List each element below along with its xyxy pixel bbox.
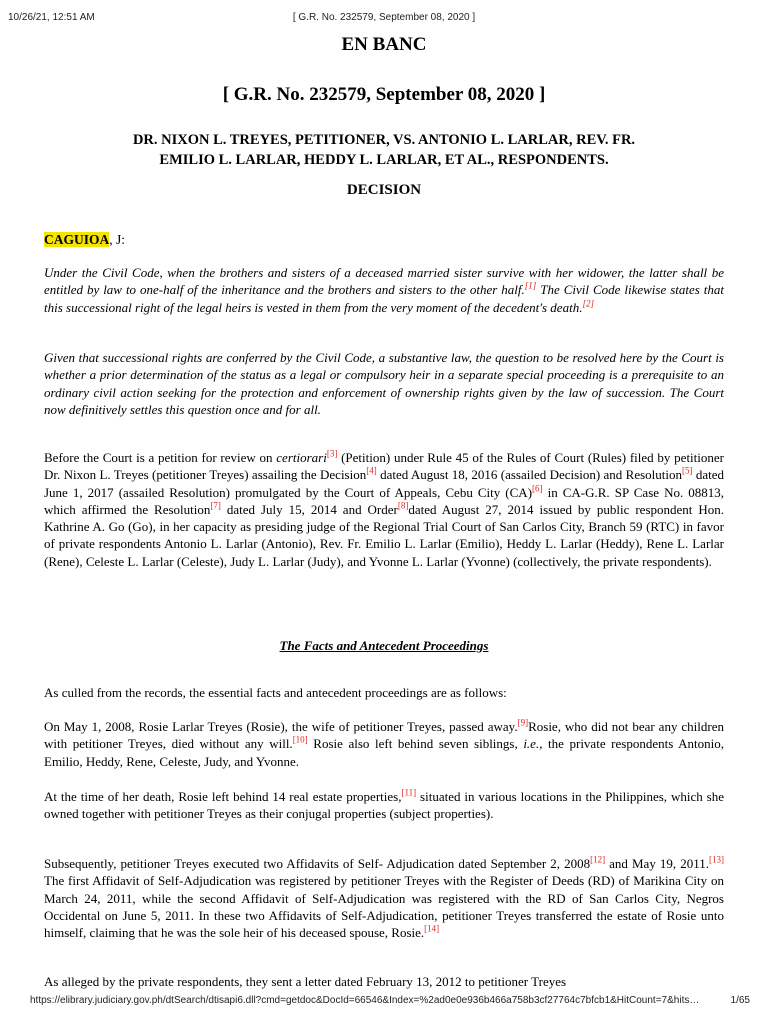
text-run-italic: i.e. xyxy=(523,736,540,752)
ponente-suffix: , J: xyxy=(109,232,126,247)
text-run: Rosie, who did not bear any children with petitioner Treyes, died without any will. xyxy=(44,719,724,752)
paragraph-properties xyxy=(44,788,724,823)
text-run: Under the Civil Code, when the brothers and sisters of a deceased married sister survive with her widower, the latter shall be entitled by law to one-half of the inheritance and the brothers and sisters to the other half. xyxy=(44,265,724,298)
text-run: (Petition) under Rule 45 of the Rules of Court (Rules) filed by petitioner Dr. Nixon L. Treyes (petitioner Treyes) assailing the Decision xyxy=(44,450,724,483)
footnote-link-8[interactable]: [8] xyxy=(397,500,409,511)
text-run: On May 1, 2008, Rosie Larlar Treyes (Rosie), the wife of petitioner Treyes, passed away. xyxy=(44,719,518,734)
court-division: EN BANC xyxy=(341,34,427,55)
footnote-link-5[interactable]: [5] xyxy=(681,465,693,476)
footnote-link-7[interactable]: [7] xyxy=(210,500,221,511)
print-header xyxy=(0,12,768,26)
case-number: [ G.R. No. 232579, September 08, 2020 ] xyxy=(222,84,546,105)
text-run: At the time of her death, Rosie left behind 14 real estate properties, xyxy=(44,789,402,804)
page-counter: 1/65 xyxy=(730,995,750,1006)
text-run: dated June 1, 2017 (assailed Resolution) promulgated by the Court of Appeals, Cebu City (CA) xyxy=(44,467,724,500)
footnote-link-10[interactable]: [10] xyxy=(292,734,308,745)
print-url: https://elibrary.judiciary.gov.ph/dtSearch/dtisapi6.dll?cmd=getdoc&DocId=66546&Index=%2ad0e0e936b466a758b3cf27764c7bfcb1&HitCount=7&hits… xyxy=(30,995,700,1006)
footnote-link-4[interactable]: [4] xyxy=(366,465,377,476)
text-run: dated July 15, 2014 and Order xyxy=(220,501,398,517)
footnote-link-9[interactable]: [9] xyxy=(517,717,529,728)
text-run: dated August 18, 2016 (assailed Decision) and Resolution xyxy=(376,467,682,483)
text-run: Subsequently, petitioner Treyes executed two Affidavits of Self- Adjudication dated September 2, 2008 xyxy=(44,856,591,871)
text-run: , the private respondents Antonio, Emilio, Heddy, Rene, Celeste, Judy, and Yvonne. xyxy=(44,736,724,769)
footnote-link-3[interactable]: [3] xyxy=(326,448,338,459)
paragraph-death xyxy=(44,718,724,770)
text-run: The first Affidavit of Self-Adjudication was registered by petitioner Treyes with the Register of Deeds (RD) of Marikina City on March 24, 2011, while the second Affidavit of Self-Adjudication was registered with the RD of San Carlos City, Negros Occidental on June 5, 2011. In these two Affidavits of Self-Adjudication, petitioner Treyes transferred the estate of Rosie unto himself, claiming that he was the sole heir of his deceased spouse, Rosie. xyxy=(44,873,724,941)
footnote-link-12[interactable]: [12] xyxy=(590,854,606,865)
paragraph-petition xyxy=(44,449,724,570)
decision-heading: DECISION xyxy=(346,182,422,198)
paragraph-intro-2: Given that successional rights are conferred by the Civil Code, a substantive law, the question to be resolved here by the Court is whether a prior determination of the status as a legal or compulsory heir in a separate special proceeding is a prerequisite to an ordinary civil action seeking for the protection and enforcement of ownership rights given by the law of succession. The Court now definitively settles this question once and for all. xyxy=(44,350,724,417)
paragraph-intro-1 xyxy=(44,264,724,316)
paragraph-affidavits xyxy=(44,855,724,941)
footnote-link-11[interactable]: [11] xyxy=(401,787,417,798)
paragraph-letter: As alleged by the private respondents, they sent a letter dated February 13, 2012 to petitioner Treyes xyxy=(44,974,567,989)
print-title: [ G.R. No. 232579, September 08, 2020 ] xyxy=(292,12,476,23)
ponente-name-highlight: CAGUIOA xyxy=(44,232,110,247)
text-run: in CA-G.R. SP Case No. 08813, which affirmed the Resolution xyxy=(44,484,724,517)
paragraph-facts-intro: As culled from the records, the essential facts and antecedent proceedings are as follows: xyxy=(44,685,507,700)
print-footer xyxy=(0,995,768,1009)
footnote-link-2[interactable]: [2] xyxy=(582,298,594,309)
text-run-italic: certiorari xyxy=(276,450,327,465)
text-run: Rosie also left behind seven siblings, xyxy=(307,736,524,752)
footnote-link-1[interactable]: [1] xyxy=(524,280,537,291)
case-parties xyxy=(44,130,724,170)
parties-line-2: EMILIO L. LARLAR, HEDDY L. LARLAR, ET AL., RESPONDENTS. xyxy=(159,152,609,168)
section-title: The Facts and Antecedent Proceedings xyxy=(279,638,489,653)
footnote-link-14[interactable]: [14] xyxy=(424,923,440,934)
footnote-link-6[interactable]: [6] xyxy=(532,483,543,494)
text-run: dated August 27, 2014 issued by public respondent Hon. Kathrine A. Go (Go), in her capacity as presiding judge of the Regional Trial Court of San Carlos City, Branch 59 (RTC) in favor of private respondents Antonio L. Larlar (Antonio), Rev. Fr. Emilio L. Larlar (Emilio), Heddy L. Larlar (Heddy), Rene L. Larlar (Rene), Celeste L. Larlar (Celeste), Judy L. Larlar (Judy), and Yvonne L. Larlar (Yvonne) (collectively, the private respondents). xyxy=(44,501,724,569)
print-datetime: 10/26/21, 12:51 AM xyxy=(8,12,95,23)
text-run: Before the Court is a petition for review on xyxy=(44,450,277,465)
text-run: The Civil Code likewise states that this successional right of the legal heirs is vested in them from the very moment of the decedent's death. xyxy=(44,282,724,315)
text-run: situated in various locations in the Philippines, which she owned together with petitioner Treyes as their conjugal properties (subject properties). xyxy=(44,789,724,822)
ponente xyxy=(44,232,125,248)
parties-line-1: DR. NIXON L. TREYES, PETITIONER, VS. ANTONIO L. LARLAR, REV. FR. xyxy=(132,132,636,148)
footnote-link-13[interactable]: [13] xyxy=(709,854,724,865)
text-run: and May 19, 2011. xyxy=(605,856,709,871)
